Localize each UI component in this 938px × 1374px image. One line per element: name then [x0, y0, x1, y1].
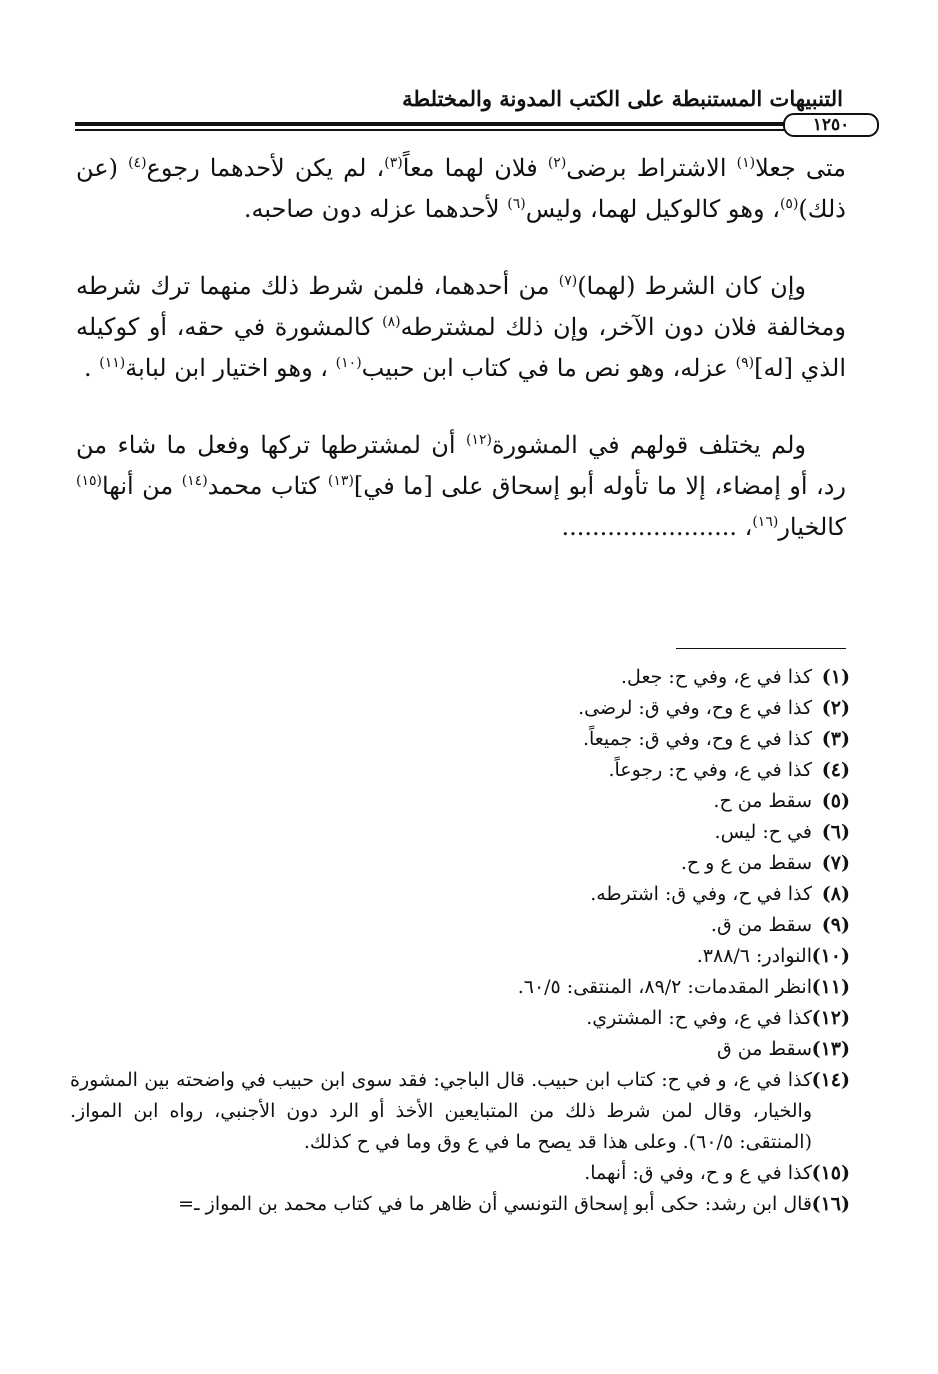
paragraph-1	[76, 148, 846, 230]
footnote-text: سقط من ق	[716, 1038, 812, 1060]
footnote-number: (٥)	[821, 790, 850, 812]
text-run: كالخيار	[778, 513, 846, 541]
text-run: لأحدهما عزله دون صاحبه.	[243, 195, 508, 223]
footnote-text: سقط من ح.	[713, 790, 812, 812]
footnote-ref: (١٤)	[181, 473, 208, 489]
footnote-number: (١٥)	[811, 1162, 850, 1184]
footnotes-list	[70, 662, 850, 1220]
text-run: ، .......................	[561, 513, 753, 541]
header-rule-thick	[75, 122, 848, 126]
footnote-ref: (٦)	[507, 196, 526, 212]
footnote-text: كذا في ع وح، وفي ق: جميعاً.	[582, 728, 812, 750]
text-run: ، وهو كالوكيل لهما، وليس	[525, 195, 780, 223]
footnote-item	[70, 1003, 850, 1034]
footnote-item	[70, 941, 850, 972]
text-run: ولم يختلف قولهم في المشورة	[491, 431, 806, 459]
text-run: أن لمشترطها تركها وفعل ما شاء من رد، أو إمضاء، إلا ما تأوله أبو إسحاق على [ما في]	[76, 431, 846, 500]
footnote-text: كذا في ع، وفي ح: رجوعاً.	[608, 759, 812, 781]
footnote-ref: (١٢)	[465, 432, 492, 448]
footnote-item	[70, 755, 850, 786]
footnote-number: (١٣)	[811, 1038, 850, 1060]
footnote-text: كذا في ع وح، وفي ق: لرضى.	[578, 697, 812, 719]
footnote-number: (٦)	[821, 821, 850, 843]
footnote-number: (١)	[821, 666, 850, 688]
footnote-ref: (١١)	[99, 355, 126, 371]
footnote-item	[70, 848, 850, 879]
footnote-text: النوادر: ٣٨٨/٦.	[696, 945, 812, 967]
footnote-text: انظر المقدمات: ٨٩/٢، المنتقى: ٦٠/٥.	[517, 976, 812, 998]
footnote-ref: (١٠)	[335, 355, 362, 371]
footnote-ref: (١٣)	[327, 473, 354, 489]
footnote-text: قال ابن رشد: حكى أبو إسحاق التونسي أن ظاهر ما في كتاب محمد بن المواز ـ=	[178, 1193, 812, 1215]
footnote-item	[70, 724, 850, 755]
text-run: من أنها	[101, 472, 182, 500]
footnote-number: (٧)	[821, 852, 850, 874]
footnote-ref: (٩)	[735, 355, 755, 371]
footnote-ref: (٤)	[128, 155, 147, 171]
footnote-item	[70, 662, 850, 693]
footnote-item	[70, 817, 850, 848]
footnote-number: (١٢)	[811, 1007, 850, 1029]
text-run: .	[83, 354, 100, 382]
text-run: كتاب محمد	[207, 472, 328, 500]
footnote-number: (٨)	[821, 883, 850, 905]
footnote-text: كذا في ع و ح، وفي ق: أنهما.	[584, 1162, 812, 1184]
footnote-ref: (١)	[736, 155, 756, 171]
text-run: الاشتراط برضى	[566, 154, 737, 182]
header-rule	[75, 113, 848, 135]
footnote-item	[70, 1065, 850, 1158]
paragraph-3	[76, 425, 846, 548]
footnote-number: (٩)	[821, 914, 850, 936]
text-run: (عن ذلك)	[76, 154, 846, 223]
footnote-text: كذا في ع، وفي ح: المشتري.	[586, 1007, 812, 1029]
main-text	[76, 148, 846, 584]
footnote-ref: (١٥)	[76, 473, 102, 489]
footnote-number: (٢)	[821, 697, 850, 719]
paragraph-2	[76, 266, 846, 389]
running-title: التنبيهات المستنبطة على الكتب المدونة والمختلطة	[402, 86, 843, 111]
footnote-number: (١٦)	[811, 1193, 850, 1215]
text-run: كالمشورة في حقه، أو كوكيله الذي [له]	[76, 313, 846, 382]
footnote-ref: (٨)	[382, 314, 401, 330]
footnote-ref: (١٦)	[752, 514, 779, 530]
footnote-number: (٤)	[821, 759, 850, 781]
page-number: ١٢٥٠	[783, 113, 879, 137]
text-run: متى جعلا	[755, 154, 847, 182]
footnote-number: (١٤)	[811, 1069, 850, 1091]
footnote-item	[70, 1189, 850, 1220]
footnote-ref: (٢)	[547, 155, 567, 171]
footnote-number: (٣)	[821, 728, 850, 750]
text-run: من أحدهما، فلمن شرط ذلك منهما ترك شرطه ومخالفة فلان دون الآخر، وإن ذلك لمشترطه	[76, 272, 846, 341]
footnote-item	[70, 693, 850, 724]
header-rule-thin	[75, 129, 848, 131]
footnote-item	[70, 786, 850, 817]
footnote-text: كذا في ح، وفي ق: اشترطه.	[590, 883, 812, 905]
text-run: وإن كان الشرط (لهما)	[577, 272, 806, 300]
footnote-separator	[676, 648, 846, 649]
footnote-item	[70, 879, 850, 910]
text-run: فلان لهما معاً	[402, 154, 548, 182]
footnote-number: (١١)	[811, 976, 850, 998]
footnote-text: كذا في ع، و في ح: كتاب ابن حبيب. قال الباجي: فقد سوى ابن حبيب في واضحته بين المشورة والخيار، وقال لمن شرط ذلك من المتبايعين الأخذ أو الرد دون الأجنبي، رواه ابن المواز. (المنتقى: ٦٠/٥). وعلى هذا قد يصح ما في ع وق وما في ح كذلك.	[70, 1069, 812, 1153]
footnote-ref: (٥)	[779, 196, 799, 212]
footnote-item	[70, 1158, 850, 1189]
footnote-text: في ح: ليس.	[714, 821, 812, 843]
footnote-item	[70, 910, 850, 941]
footnote-item	[70, 972, 850, 1003]
footnote-text: كذا في ع، وفي ح: جعل.	[621, 666, 812, 688]
text-run: ، لم يكن لأحدهما رجوع	[146, 154, 385, 182]
footnote-text: سقط من ق.	[710, 914, 812, 936]
text-run: عزله، وهو نص ما في كتاب ابن حبيب	[361, 354, 736, 382]
footnote-item	[70, 1034, 850, 1065]
footnote-ref: (٣)	[384, 155, 403, 171]
footnote-ref: (٧)	[558, 273, 578, 289]
footnote-text: سقط من ع و ح.	[680, 852, 812, 874]
text-run: ، وهو اختيار ابن لبابة	[125, 354, 336, 382]
footnote-number: (١٠)	[811, 945, 850, 967]
